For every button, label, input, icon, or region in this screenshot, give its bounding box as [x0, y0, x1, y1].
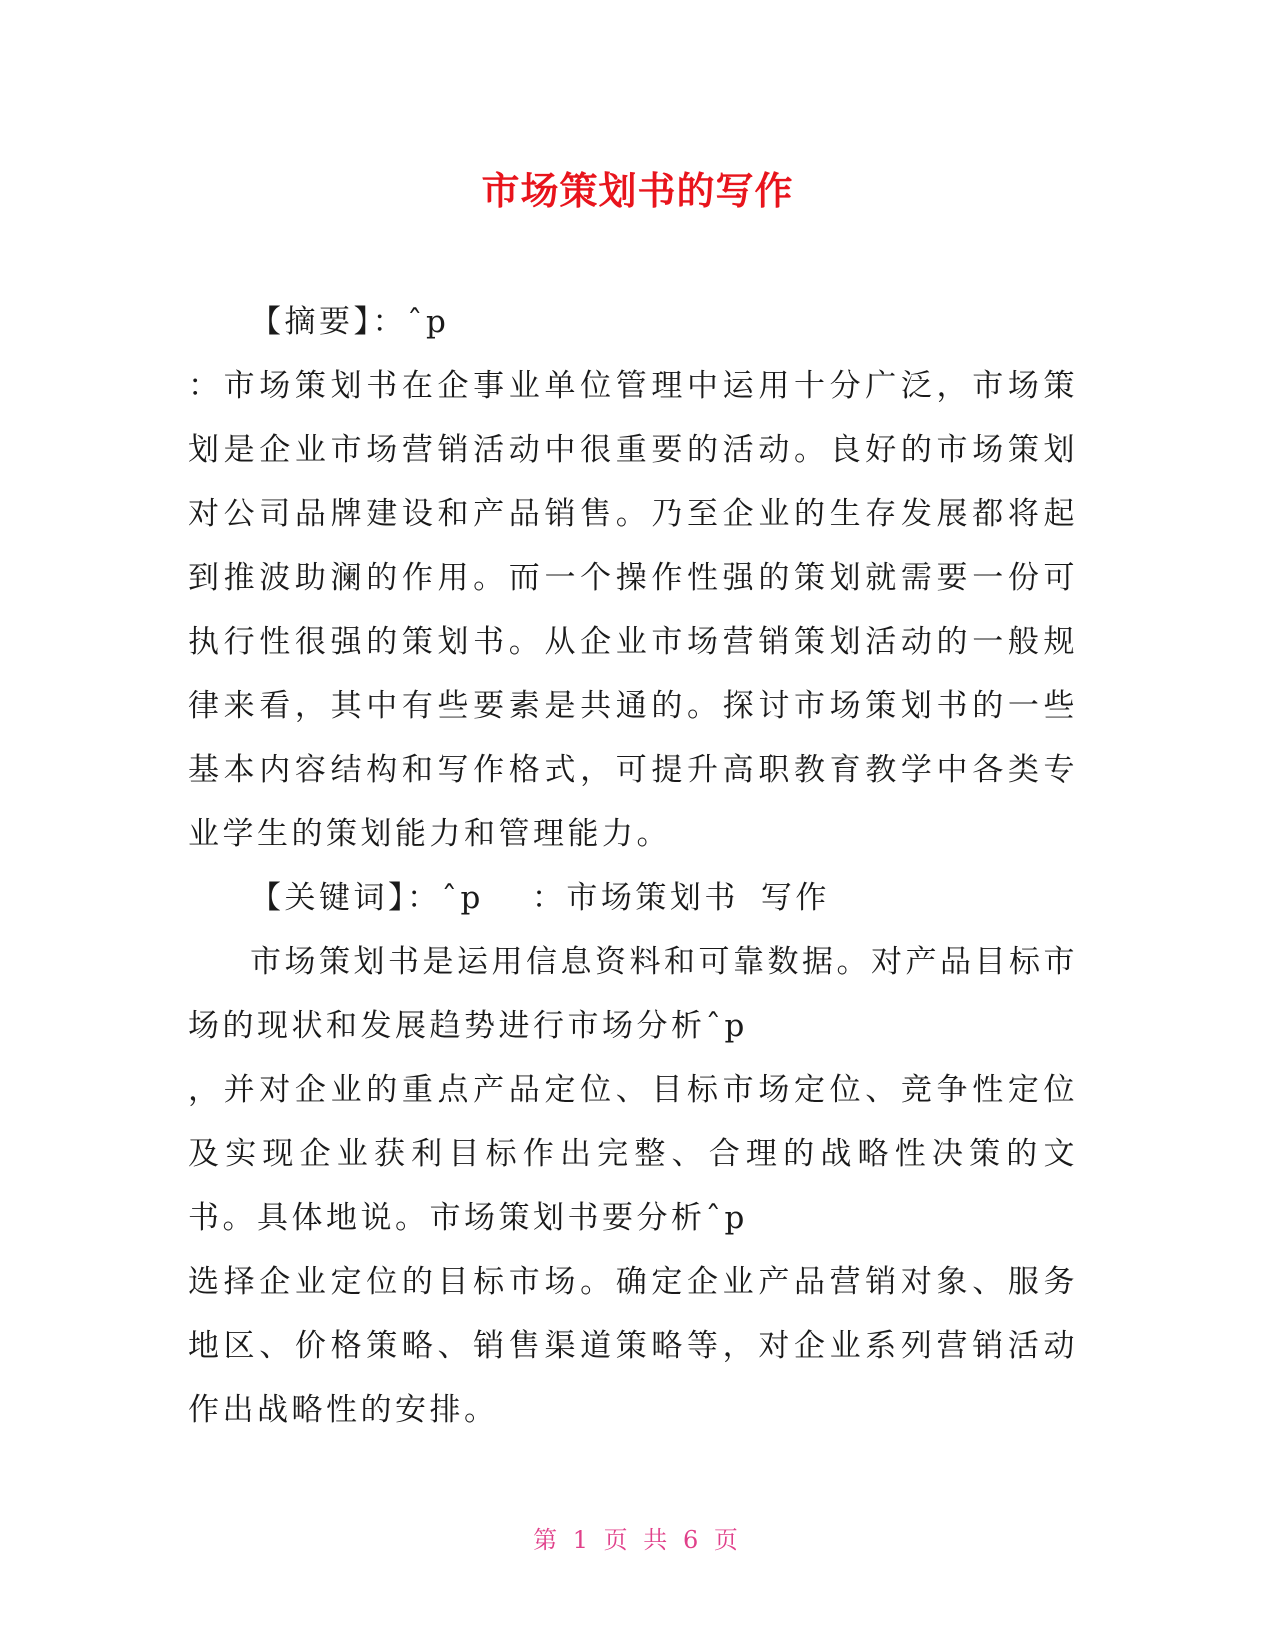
body-paragraph-1b: ，并对企业的重点产品定位、目标市场定位、竞争性定位及实现企业获利目标作出完整、合理的战略性决策的文书。具体地说。市场策划书要分析ˆp	[188, 1072, 1078, 1236]
keyword-item: 写作	[760, 880, 830, 916]
keywords-line	[188, 866, 1078, 930]
keyword-item: 市场策划书	[566, 880, 739, 916]
body-paragraph-1a: 市场策划书是运用信息资料和可靠数据。对产品目标市场的现状和发展趋势进行市场分析ˆp	[188, 944, 1078, 1044]
keywords-colon: ：	[531, 880, 567, 916]
abstract-text: ：市场策划书在企事业单位管理中运用十分广泛，市场策划是企业市场营销活动中很重要的活动。良好的市场策划对公司品牌建设和产品销售。乃至企业的生存发展都将起到推波助澜的作用。而一个操作性强的策划就需要一份可执行性很强的策划书。从企业市场营销策划活动的一般规律来看，其中有些要素是共通的。探讨市场策划书的一些基本内容结构和写作格式，可提升高职教育教学中各类专业学生的策划能力和管理能力。	[188, 368, 1078, 852]
keywords-label: 【关键词】：ˆp	[250, 880, 484, 916]
document-title: 市场策划书的写作	[481, 169, 794, 213]
document-body	[188, 290, 1078, 1442]
body-paragraph-1c: 选择企业定位的目标市场。确定企业产品营销对象、服务地区、价格策略、销售渠道策略等，对企业系列营销活动作出战略性的安排。	[188, 1264, 1078, 1428]
page-number-footer: 第 1 页 共 6 页	[533, 1526, 742, 1554]
abstract-label: 【摘要】：ˆp	[250, 304, 450, 340]
